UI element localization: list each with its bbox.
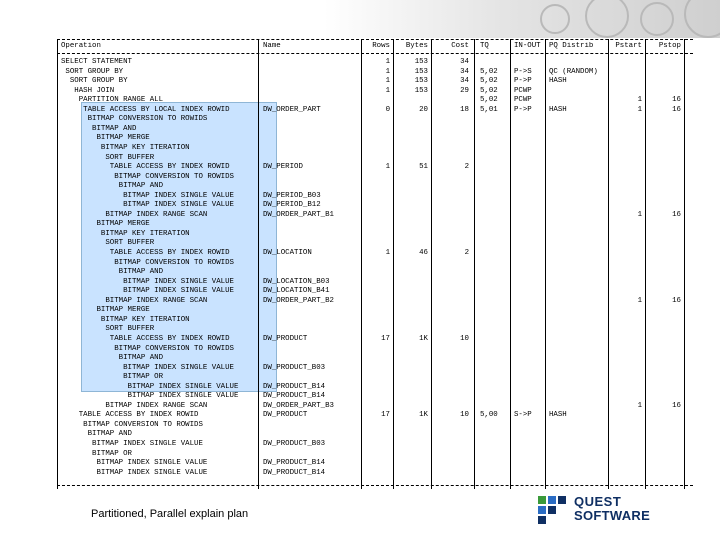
cell-pstop: 16	[672, 105, 681, 114]
cell-operation: BITMAP INDEX SINGLE VALUE	[61, 468, 208, 477]
plan-row	[57, 192, 693, 201]
plan-row	[57, 297, 693, 306]
plan-row	[57, 249, 693, 258]
cell-operation: TABLE ACCESS BY INDEX ROWID	[61, 334, 230, 343]
plan-row	[57, 173, 693, 182]
cell-in-out: P->P	[514, 105, 532, 114]
cell-object-name: DW_PRODUCT_B14	[263, 392, 326, 401]
plan-row	[57, 239, 693, 248]
cell-bytes: 153	[414, 86, 428, 95]
cell-operation: BITMAP MERGE	[61, 306, 150, 315]
plan-row	[57, 68, 693, 77]
cell-operation: BITMAP AND	[61, 124, 137, 133]
column-divider	[474, 39, 475, 489]
cell-bytes: 1K	[419, 334, 428, 343]
plan-row	[57, 354, 693, 363]
header-tq: TQ	[480, 42, 489, 50]
cell-operation: BITMAP INDEX RANGE SCAN	[61, 210, 208, 219]
cell-operation: BITMAP MERGE	[61, 134, 150, 143]
cell-operation: BITMAP INDEX SINGLE VALUE	[61, 459, 208, 468]
column-divider	[510, 39, 511, 489]
cell-rows: 0	[385, 105, 390, 114]
logo-word-software: SOFTWARE	[574, 508, 651, 523]
cell-pstart: 1	[637, 296, 642, 305]
cell-operation: BITMAP MERGE	[61, 220, 150, 229]
cell-tq: 5,02	[480, 67, 498, 76]
cell-cost: 2	[464, 249, 469, 257]
cell-operation: BITMAP CONVERSION TO ROWIDS	[61, 344, 234, 353]
cell-pstart: 1	[637, 105, 642, 114]
cell-pstop: 16	[672, 210, 681, 219]
cell-rows: 1	[385, 163, 390, 172]
cell-operation: BITMAP KEY ITERATION	[61, 229, 190, 238]
cell-object-name: DW_PERIOD_B12	[263, 201, 321, 210]
cell-operation: BITMAP INDEX RANGE SCAN	[61, 401, 208, 410]
cell-cost: 10	[460, 411, 469, 420]
cell-operation: SORT BUFFER	[61, 325, 155, 334]
cell-in-out: P->S	[514, 67, 532, 76]
cell-operation: BITMAP INDEX SINGLE VALUE	[61, 201, 234, 210]
cell-rows: 1	[385, 249, 390, 257]
cell-bytes: 1K	[419, 411, 428, 420]
header-cost: Cost	[451, 42, 469, 50]
cell-object-name: DW_ORDER_PART_B3	[263, 401, 334, 410]
cell-operation: BITMAP INDEX SINGLE VALUE	[61, 440, 203, 448]
cell-operation: BITMAP CONVERSION TO ROWIDS	[61, 258, 234, 267]
cell-object-name: DW_LOCATION_B03	[263, 277, 330, 286]
plan-row	[57, 182, 693, 191]
header-banner	[0, 0, 720, 38]
cell-operation: BITMAP INDEX SINGLE VALUE	[61, 191, 234, 200]
column-divider	[545, 39, 546, 489]
cell-bytes: 153	[414, 58, 428, 66]
plan-row	[57, 58, 693, 67]
cell-pq-distrib: HASH	[549, 77, 567, 86]
cell-operation: HASH JOIN	[61, 86, 115, 95]
plan-row	[57, 469, 693, 478]
plan-row	[57, 154, 693, 163]
plan-row	[57, 259, 693, 268]
cell-bytes: 153	[414, 77, 428, 86]
quest-software-logo	[536, 492, 706, 526]
cell-rows: 1	[385, 67, 390, 76]
cell-operation: BITMAP INDEX SINGLE VALUE	[61, 382, 239, 391]
plan-row	[57, 411, 693, 420]
cell-operation: BITMAP AND	[61, 182, 164, 191]
cell-tq: 5,00	[480, 411, 498, 420]
cell-operation: SORT GROUP BY	[61, 67, 124, 76]
cell-operation: BITMAP CONVERSION TO ROWIDS	[61, 420, 203, 429]
plan-row	[57, 306, 693, 315]
cell-operation: SORT GROUP BY	[61, 77, 128, 86]
cell-object-name: DW_PERIOD_B03	[263, 191, 321, 200]
cell-pq-distrib: HASH	[549, 105, 567, 114]
plan-row	[57, 106, 693, 115]
plan-row	[57, 430, 693, 439]
header-pq-distrib: PQ Distrib	[549, 42, 594, 50]
cell-operation: BITMAP OR	[61, 373, 164, 382]
column-divider	[393, 39, 394, 489]
banner-decoration	[640, 2, 674, 36]
cell-in-out: S->P	[514, 411, 532, 420]
cell-object-name: DW_PRODUCT_B14	[263, 468, 326, 477]
cell-operation: TABLE ACCESS BY INDEX ROWID	[61, 249, 230, 257]
cell-object-name: DW_PRODUCT_B03	[263, 440, 326, 448]
cell-operation: BITMAP AND	[61, 354, 164, 363]
cell-cost: 2	[464, 163, 469, 172]
cell-cost: 10	[460, 334, 469, 343]
cell-operation: TABLE ACCESS BY LOCAL INDEX ROWID	[61, 105, 230, 114]
cell-cost: 34	[460, 77, 469, 86]
cell-rows: 1	[385, 77, 390, 86]
table-rule	[57, 39, 693, 40]
cell-operation: BITMAP AND	[61, 430, 132, 439]
cell-object-name: DW_PRODUCT	[263, 334, 308, 343]
cell-object-name: DW_PRODUCT_B14	[263, 382, 326, 391]
cell-pstop: 16	[672, 401, 681, 410]
cell-tq: 5,02	[480, 86, 498, 95]
cell-object-name: DW_ORDER_PART	[263, 105, 321, 114]
cell-operation: BITMAP INDEX SINGLE VALUE	[61, 392, 239, 401]
plan-row	[57, 440, 693, 449]
plan-row	[57, 163, 693, 172]
plan-row	[57, 87, 693, 96]
plan-row	[57, 125, 693, 134]
cell-pstop: 16	[672, 296, 681, 305]
table-header-row	[57, 42, 693, 51]
cell-rows: 1	[385, 58, 390, 66]
header-bytes: Bytes	[405, 42, 428, 50]
banner-decoration	[540, 4, 570, 34]
cell-operation: BITMAP INDEX SINGLE VALUE	[61, 287, 234, 296]
cell-pstart: 1	[637, 401, 642, 410]
plan-row	[57, 316, 693, 325]
plan-row	[57, 96, 693, 105]
plan-row	[57, 144, 693, 153]
cell-object-name: DW_PERIOD	[263, 163, 303, 172]
column-divider	[645, 39, 646, 489]
cell-operation: BITMAP KEY ITERATION	[61, 143, 190, 152]
cell-bytes: 20	[419, 105, 428, 114]
cell-operation: SORT BUFFER	[61, 153, 155, 162]
cell-operation: SORT BUFFER	[61, 239, 155, 248]
column-divider	[608, 39, 609, 489]
cell-in-out: PCWP	[514, 86, 532, 95]
cell-pstop: 16	[672, 96, 681, 105]
banner-decoration	[684, 0, 720, 38]
plan-row	[57, 392, 693, 401]
cell-operation: BITMAP KEY ITERATION	[61, 315, 190, 324]
header-name: Name	[263, 42, 281, 50]
header-inout: IN-OUT	[514, 42, 541, 50]
cell-bytes: 153	[414, 67, 428, 76]
cell-operation: BITMAP AND	[61, 268, 164, 277]
cell-rows: 17	[381, 334, 390, 343]
cell-object-name: DW_LOCATION	[263, 249, 312, 257]
table-rule	[57, 485, 693, 486]
cell-bytes: 51	[419, 163, 428, 172]
plan-row	[57, 459, 693, 468]
column-divider	[431, 39, 432, 489]
cell-bytes: 46	[419, 249, 428, 257]
plan-row	[57, 134, 693, 143]
cell-operation: BITMAP OR	[61, 449, 132, 458]
cell-rows: 1	[385, 86, 390, 95]
cell-object-name: DW_PRODUCT_B14	[263, 459, 326, 468]
cell-operation: BITMAP INDEX SINGLE VALUE	[61, 277, 234, 286]
cell-operation: BITMAP CONVERSION TO ROWIDS	[61, 172, 234, 181]
cell-pstart: 1	[637, 210, 642, 219]
cell-tq: 5,02	[480, 77, 498, 86]
plan-row	[57, 335, 693, 344]
column-divider	[57, 39, 58, 489]
explain-plan-table	[57, 39, 693, 489]
plan-row	[57, 325, 693, 334]
cell-object-name: DW_PRODUCT	[263, 411, 308, 420]
plan-row	[57, 345, 693, 354]
column-divider	[361, 39, 362, 489]
cell-rows: 17	[381, 411, 390, 420]
plan-row	[57, 268, 693, 277]
cell-tq: 5,02	[480, 96, 498, 105]
cell-operation: TABLE ACCESS BY INDEX ROWID	[61, 411, 199, 420]
plan-row	[57, 287, 693, 296]
plan-row	[57, 201, 693, 210]
column-divider	[684, 39, 685, 489]
plan-row	[57, 77, 693, 86]
cell-cost: 18	[460, 105, 469, 114]
plan-row	[57, 421, 693, 430]
cell-cost: 34	[460, 67, 469, 76]
header-pstart: Pstart	[615, 42, 642, 50]
column-divider	[258, 39, 259, 489]
cell-in-out: PCWP	[514, 96, 532, 105]
slide-caption: Partitioned, Parallel explain plan	[91, 508, 249, 520]
cell-cost: 29	[460, 86, 469, 95]
logo-mark-icon	[536, 492, 570, 526]
banner-decoration	[585, 0, 629, 38]
cell-pq-distrib: QC (RANDOM)	[549, 67, 598, 76]
cell-object-name: DW_LOCATION_B41	[263, 287, 330, 296]
cell-tq: 5,01	[480, 105, 498, 114]
cell-operation: BITMAP CONVERSION TO ROWIDS	[61, 115, 208, 124]
cell-operation: BITMAP INDEX RANGE SCAN	[61, 296, 208, 305]
cell-pstart: 1	[637, 96, 642, 105]
cell-operation: PARTITION RANGE ALL	[61, 96, 164, 105]
plan-row	[57, 364, 693, 373]
header-operation: Operation	[61, 42, 101, 50]
plan-row	[57, 278, 693, 287]
header-pstop: Pstop	[658, 42, 681, 50]
plan-row	[57, 211, 693, 220]
table-rule	[57, 53, 693, 54]
cell-object-name: DW_ORDER_PART_B2	[263, 296, 334, 305]
cell-pq-distrib: HASH	[549, 411, 567, 420]
cell-object-name: DW_ORDER_PART_B1	[263, 210, 334, 219]
cell-operation: SELECT STATEMENT	[61, 58, 132, 66]
cell-object-name: DW_PRODUCT_B03	[263, 363, 326, 372]
cell-cost: 34	[460, 58, 469, 66]
plan-row	[57, 402, 693, 411]
plan-row	[57, 230, 693, 239]
header-rows: Rows	[372, 42, 390, 50]
cell-operation: TABLE ACCESS BY INDEX ROWID	[61, 163, 230, 172]
cell-operation: BITMAP INDEX SINGLE VALUE	[61, 363, 234, 372]
plan-row	[57, 383, 693, 392]
plan-row	[57, 450, 693, 459]
plan-row	[57, 115, 693, 124]
logo-word-quest: QUEST	[574, 494, 622, 509]
cell-in-out: P->P	[514, 77, 532, 86]
plan-row	[57, 220, 693, 229]
plan-row	[57, 373, 693, 382]
